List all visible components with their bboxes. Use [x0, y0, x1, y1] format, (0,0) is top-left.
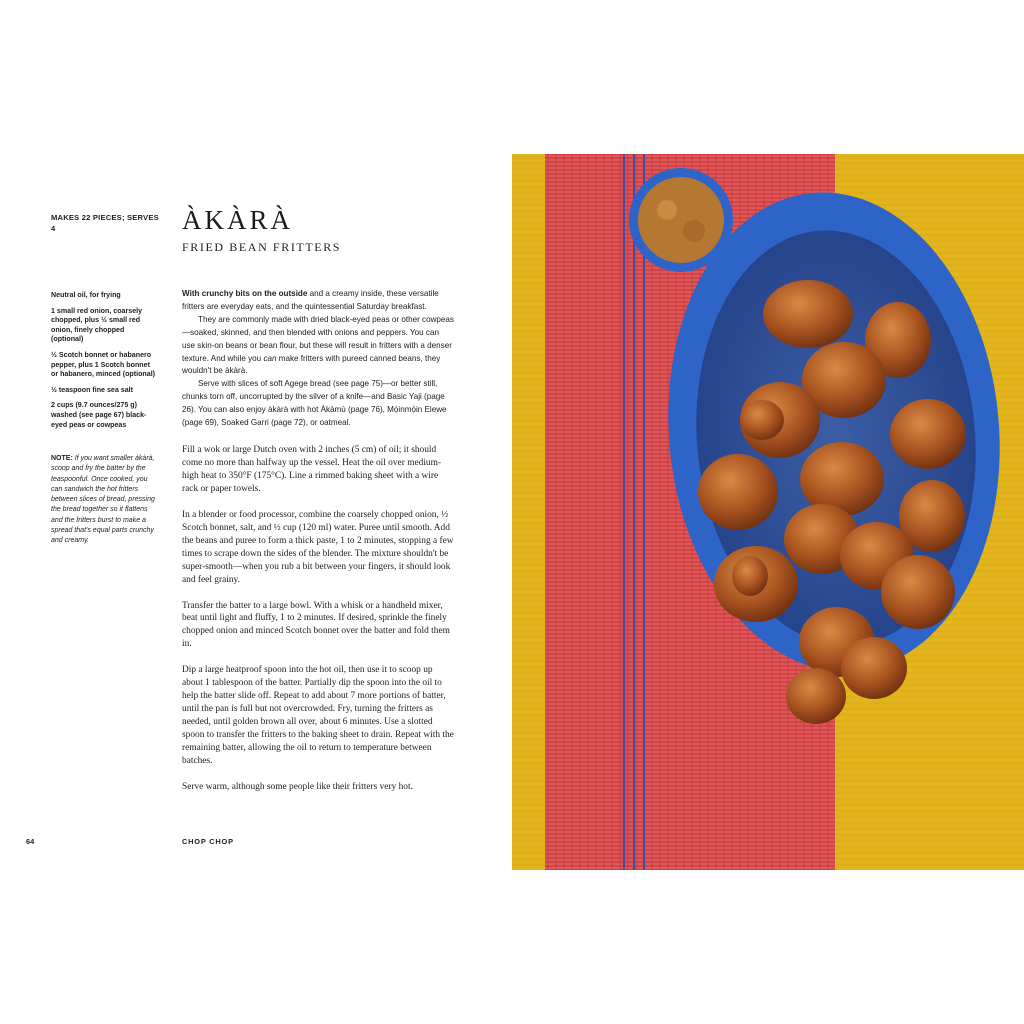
food-photo: [512, 154, 1024, 870]
method-step: Fill a wok or large Dutch oven with 2 inches (5 cm) of oil; it should come no more than halfway up the vessel. Heat the oil over medium-high heat to 350°F (175°C). Line a rimmed baking sheet with a wire rack or paper towels.: [182, 445, 442, 494]
recipe-note: [51, 454, 155, 547]
intro-lead-rest: and a creamy inside, these versatile fritters are everyday eats, and the quintessential Saturday breakfast.: [182, 289, 439, 311]
method-step: Dip a large heatproof spoon into the hot oil, then use it to scoop up about 1 tablespoon of the batter. Partially dip the spoon into the oil to help the batter slide off. Repeat to add about 7 more portions of batter, until the pan is full but not overcrowded. Fry, turning the fritters as needed, until golden brown all over, about 6 minutes. Use a slotted spoon to transfer the fritters to the baking sheet to drain. Repeat with the remaining batter, allowing the oil to return to temperature between batches.: [182, 665, 454, 767]
intro-lead: With crunchy bits on the outside: [182, 289, 308, 298]
intro-paragraph: [182, 288, 454, 314]
method-step: Transfer the batter to a large bowl. With a whisk or a handheld mixer, beat until light and fluffy, 1 to 2 minutes. If desired, sprinkle the finely chopped onion and minced Scotch bonnet over the batter and fold them in.: [182, 600, 450, 650]
intro-text: make fritters with pureed canned beans, they wouldn't be àkàrà.: [182, 353, 441, 376]
spice-bowl: [629, 168, 733, 272]
running-head: CHOP CHOP: [182, 837, 234, 846]
note-text: If you want smaller àkàrà, scoop and fry the batter by the teaspoonful. Once cooked, you can sandwich the hot fritters between slices of bread, pressing the bread together so it flattens and the fritters burst to make a spread that's equal parts crunchy and creamy.: [51, 455, 155, 545]
note-label: NOTE:: [51, 455, 73, 462]
recipe-yield: MAKES 22 PIECES; SERVES 4: [51, 213, 159, 233]
ingredient-item: 1 small red onion, coarsely chopped, plus ½ small red onion, finely chopped (optional): [51, 306, 143, 344]
intro-paragraph: Serve with slices of soft Agege bread (see page 75)—or better still, chunks torn off, uncorrupted by the silver of a knife—and Basic Yaji (page 26). You can also enjoy àkàrà with hot Àkàmù (page 76), Mọ́inmọ́in Elewe (page 69), Soaked Garri (page 72), or oatmeal.: [182, 379, 447, 428]
recipe-title: ÀKÀRÀ: [182, 205, 294, 235]
page-number: 64: [26, 837, 35, 846]
recipe-subtitle: FRIED BEAN FRITTERS: [182, 240, 342, 254]
ingredient-list: [51, 291, 157, 436]
ingredient-item: 2 cups (9.7 ounces/275 g) washed (see page 67) black-eyed peas or cowpeas: [51, 401, 147, 429]
recipe-intro: [182, 288, 454, 430]
method-step: In a blender or food processor, combine the coarsely chopped onion, ½ Scotch bonnet, salt, and ½ cup (120 ml) water. Puree until smooth. Add the beans and puree to form a thick paste, 1 to 2 minutes, stopping a few times to scrape down the sides of the blender. The mixture shouldn't be super-smooth—when you rub a bit between your fingers, it should look and feel grainy.: [182, 509, 454, 585]
ingredient-item: Neutral oil, for frying: [51, 291, 121, 299]
recipe-method: [182, 444, 454, 807]
ingredient-item: ½ Scotch bonnet or habanero pepper, plus 1 Scotch bonnet or habanero, minced (optional): [51, 350, 156, 379]
intro-emphasis: can: [263, 353, 277, 363]
intro-text: They are commonly made with dried black-eyed peas or other cowpeas—soaked, skinned, and then blended with onions and peppers. You can use skin-on beans or bean flour, but these will result in fritters with a denser texture. And while you: [182, 314, 454, 363]
intro-paragraph: [182, 314, 454, 379]
method-step: Serve warm, although some people like their fritters very hot.: [182, 781, 413, 792]
ingredient-item: ½ teaspoon fine sea salt: [51, 385, 134, 394]
